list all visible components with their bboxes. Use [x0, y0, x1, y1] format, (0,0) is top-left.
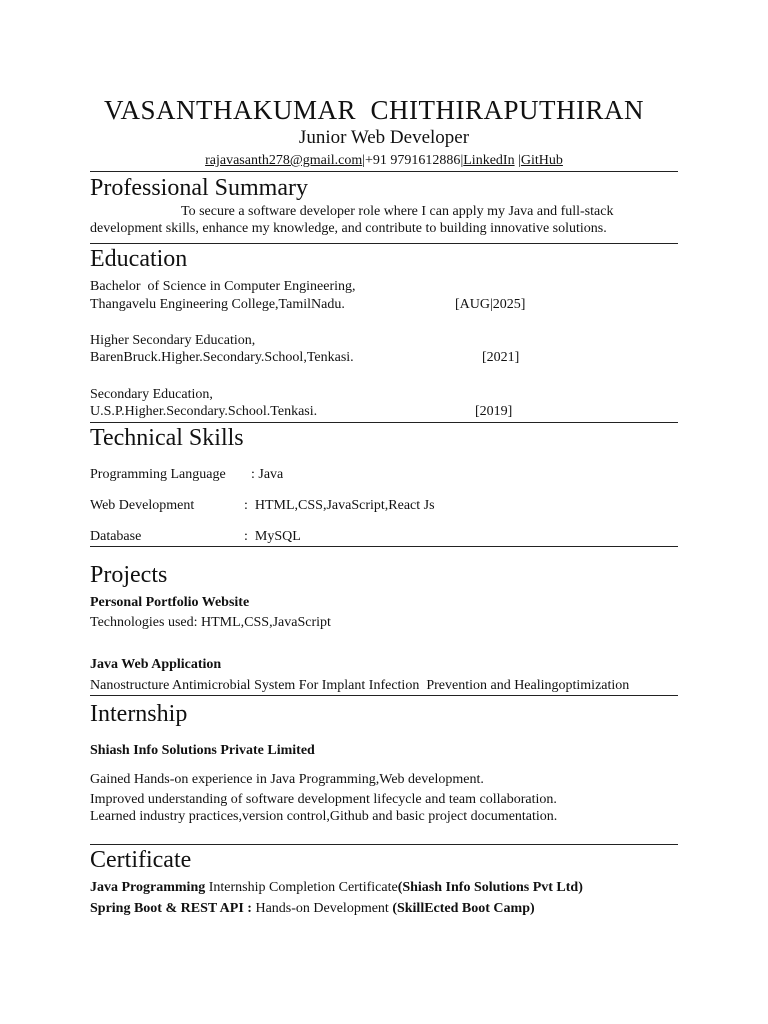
contact-line	[0, 153, 768, 169]
certificate-name: Java Programming	[90, 880, 206, 895]
certificate-text: Hands-on Development	[251, 901, 393, 916]
certificate-item	[90, 880, 583, 896]
education-institution: U.S.P.Higher.Secondary.School.Tenkasi.	[90, 404, 318, 419]
linkedin-link[interactable]: LinkedIn	[463, 153, 515, 168]
github-link[interactable]: GitHub	[520, 153, 563, 168]
section-heading-education: Education	[90, 246, 188, 272]
summary-line: development skills, enhance my knowledge, and contribute to building innovative solutions.	[90, 221, 607, 236]
section-heading-certificate: Certificate	[90, 847, 192, 873]
summary-line: To secure a software developer role where I can apply my Java and full-stack	[181, 204, 614, 219]
education-institution: BarenBruck.Higher.Secondary.School,Tenkasi.	[90, 350, 354, 365]
certificate-item	[90, 901, 535, 917]
section-heading-summary: Professional Summary	[90, 175, 308, 201]
separator: |	[514, 153, 521, 168]
internship-company: Shiash Info Solutions Private Limited	[90, 743, 315, 758]
section-heading-internship: Internship	[90, 701, 188, 727]
skill-value: : MySQL	[244, 529, 301, 544]
divider	[90, 695, 678, 696]
project-description: Technologies used: HTML,CSS,JavaScript	[90, 615, 331, 630]
divider	[90, 422, 678, 423]
internship-point: Improved understanding of software development lifecycle and team collaboration.	[90, 792, 557, 807]
certificate-org: (Shiash Info Solutions Pvt Ltd)	[397, 880, 583, 895]
skill-label: Programming Language	[90, 467, 226, 482]
job-title: Junior Web Developer	[298, 127, 470, 148]
phone-number: +91 9791612886	[365, 153, 461, 168]
project-description: Nanostructure Antimicrobial System For Implant Infection Prevention and Healingoptimization	[90, 678, 630, 693]
separator: |	[460, 153, 464, 168]
certificate-text: Internship Completion Certificate	[205, 880, 398, 895]
education-year: [2019]	[475, 404, 513, 419]
divider	[90, 171, 678, 172]
education-year: [AUG|2025]	[455, 297, 526, 312]
project-title: Java Web Application	[90, 657, 222, 672]
separator: |	[362, 153, 366, 168]
section-heading-skills: Technical Skills	[90, 425, 244, 451]
skill-label: Web Development	[90, 498, 195, 513]
certificate-name: Spring Boot & REST API :	[90, 901, 252, 916]
education-degree: Secondary Education,	[90, 387, 213, 402]
education-degree: Higher Secondary Education,	[90, 333, 256, 348]
internship-point: Gained Hands-on experience in Java Programming,Web development.	[90, 772, 484, 787]
education-degree: Bachelor of Science in Computer Engineering,	[90, 279, 356, 294]
skill-value: : Java	[251, 467, 284, 482]
certificate-org: (SkillEcted Boot Camp)	[392, 901, 535, 916]
skill-value: : HTML,CSS,JavaScript,React Js	[244, 498, 435, 513]
divider	[90, 243, 678, 244]
divider	[90, 546, 678, 547]
internship-point: Learned industry practices,version control,Github and basic project documentation.	[90, 809, 558, 824]
project-title: Personal Portfolio Website	[90, 595, 250, 610]
section-heading-projects: Projects	[90, 562, 168, 588]
candidate-name: VASANTHAKUMAR CHITHIRAPUTHIRAN	[103, 95, 645, 125]
email-link[interactable]: rajavasanth278@gmail.com	[205, 153, 363, 168]
education-institution: Thangavelu Engineering College,TamilNadu.	[90, 297, 345, 312]
skill-label: Database	[90, 529, 142, 544]
divider	[90, 844, 678, 845]
education-year: [2021]	[482, 350, 520, 365]
